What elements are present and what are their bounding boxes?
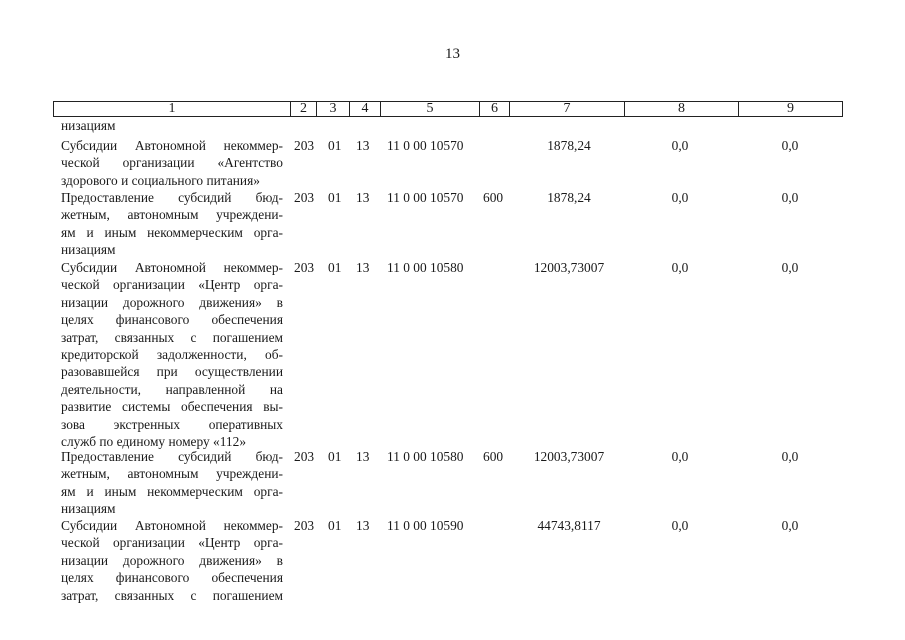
description-line: зова экстренных оперативных — [61, 416, 283, 432]
description-line: жетным, автономным учреждени- — [61, 466, 283, 482]
description-line: целях финансового обеспечения — [61, 312, 283, 328]
description-line: ческой организации «Агентство — [61, 155, 283, 171]
cell-col-3: 01 — [328, 260, 342, 275]
description-line: Субсидии Автономной некоммер- — [61, 138, 283, 153]
description-line: целях финансового обеспечения — [61, 570, 283, 586]
cell-col-6: 600 — [483, 449, 504, 464]
description-line: низациям — [61, 242, 116, 258]
description-line: ческой организации «Центр орга- — [61, 535, 283, 551]
table-header — [53, 101, 843, 117]
cell-col-3: 01 — [328, 449, 342, 464]
row-description — [61, 448, 283, 518]
description-line: затрат, связанных с погашением — [61, 587, 283, 603]
cell-col-3: 01 — [328, 138, 342, 153]
cell-col-8: 0,0 — [671, 518, 689, 533]
cell-col-4: 13 — [356, 449, 370, 464]
cell-col-9: 0,0 — [781, 449, 799, 464]
cell-col-8: 0,0 — [671, 449, 689, 464]
cell-col-4: 13 — [356, 260, 370, 275]
cell-col-2: 203 — [294, 138, 315, 153]
cell-col-9: 0,0 — [781, 190, 799, 205]
description-line: низации дорожного движения» в — [61, 552, 283, 568]
description-line: Субсидии Автономной некоммер- — [61, 518, 283, 533]
description-line: Предоставление субсидий бюд- — [61, 190, 283, 205]
cell-col-5: 11 0 00 10570 — [387, 190, 464, 205]
cell-col-7: 12003,73007 — [533, 449, 605, 464]
page-number: 13 — [445, 46, 460, 62]
header-col-8: 8 — [678, 101, 685, 116]
cell-col-4: 13 — [356, 518, 370, 533]
cell-col-9: 0,0 — [781, 518, 799, 533]
cell-col-5: 11 0 00 10580 — [387, 449, 464, 464]
cell-col-7: 1878,24 — [547, 138, 591, 153]
cell-col-2: 203 — [294, 449, 315, 464]
description-line: затрат, связанных с погашением — [61, 329, 283, 345]
cell-col-5: 11 0 00 10580 — [387, 260, 464, 275]
header-col-6: 6 — [491, 101, 498, 116]
description-line: низации дорожного движения» в — [61, 294, 283, 310]
cell-col-3: 01 — [328, 190, 342, 205]
description-line: кредиторской задолженности, об- — [61, 347, 283, 363]
cell-col-6: 600 — [483, 190, 504, 205]
header-col-5: 5 — [426, 101, 434, 116]
cell-col-8: 0,0 — [671, 138, 689, 153]
description-line: развитие системы обеспечения вы- — [61, 399, 283, 415]
header-col-3: 3 — [329, 101, 337, 116]
row-description — [61, 189, 283, 259]
description-line: деятельности, направленной на — [61, 381, 283, 397]
cell-col-5: 11 0 00 10590 — [387, 518, 464, 533]
header-col-9: 9 — [787, 101, 794, 116]
header-col-2: 2 — [300, 101, 307, 116]
continuation-text — [61, 117, 283, 134]
row-description — [61, 259, 283, 450]
row-description — [61, 517, 283, 604]
description-line: Субсидии Автономной некоммер- — [61, 260, 283, 275]
description-line: ям и иным некоммерческим орга- — [61, 224, 283, 240]
cell-col-3: 01 — [328, 518, 342, 533]
description-line: служб по единому номеру «112» — [61, 434, 247, 450]
cell-col-8: 0,0 — [671, 260, 689, 275]
description-line: жетным, автономным учреждени- — [61, 207, 283, 223]
description-line: ческой организации «Центр орга- — [61, 277, 283, 293]
cell-col-8: 0,0 — [671, 190, 689, 205]
row-description — [61, 137, 283, 189]
header-col-7: 7 — [563, 101, 571, 116]
cell-col-2: 203 — [294, 260, 315, 275]
description-line: ям и иным некоммерческим орга- — [61, 483, 283, 499]
cell-col-9: 0,0 — [781, 260, 799, 275]
cell-col-4: 13 — [356, 138, 370, 153]
cell-col-5: 11 0 00 10570 — [387, 138, 464, 153]
cell-col-7: 44743,8117 — [537, 518, 601, 533]
cell-col-7: 12003,73007 — [533, 260, 605, 275]
description-line: низациям — [61, 501, 116, 517]
description-line: низациям — [61, 118, 116, 133]
cell-col-7: 1878,24 — [547, 190, 591, 205]
cell-col-2: 203 — [294, 518, 315, 533]
cell-col-2: 203 — [294, 190, 315, 205]
header-col-1: 1 — [168, 101, 176, 116]
cell-col-9: 0,0 — [781, 138, 799, 153]
description-line: здорового и социального питания» — [61, 172, 260, 188]
cell-col-4: 13 — [356, 190, 370, 205]
description-line: Предоставление субсидий бюд- — [61, 449, 283, 464]
description-line: разовавшейся при осуществлении — [61, 364, 283, 380]
header-col-4: 4 — [361, 101, 369, 116]
